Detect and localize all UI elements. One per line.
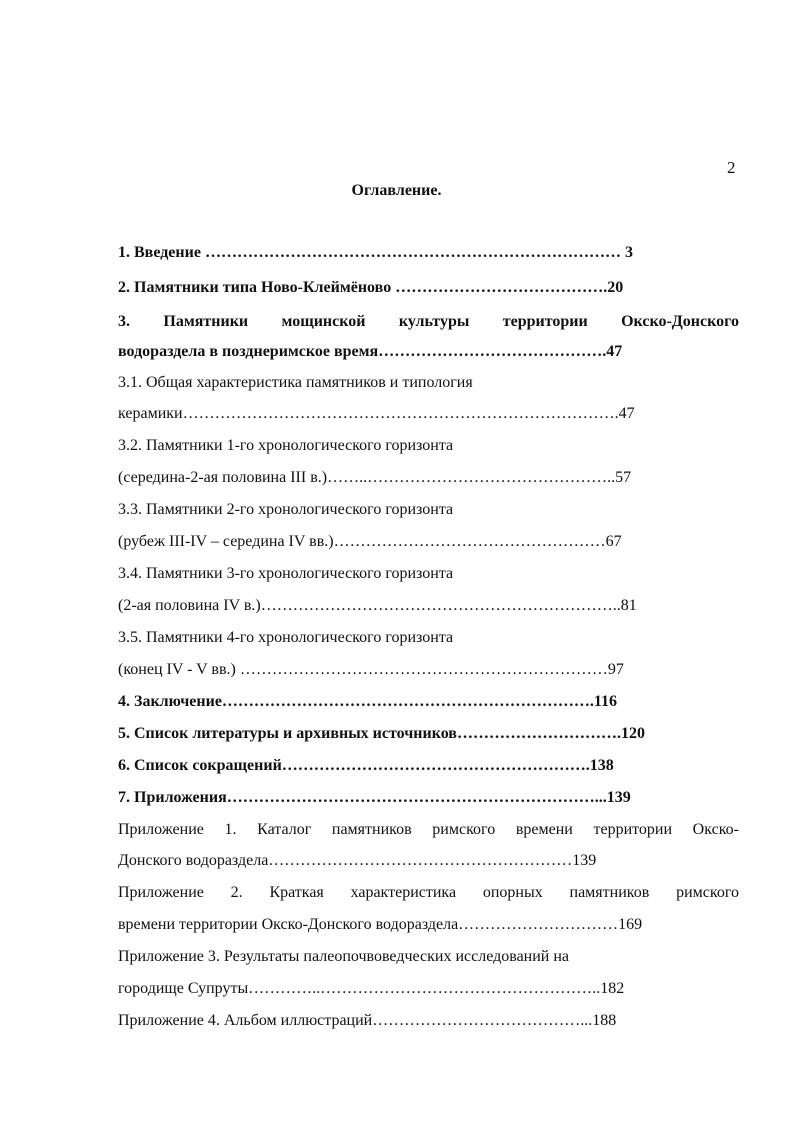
toc-entry-3-4: 3.4. Памятники 3-го хронологического горизонта bbox=[118, 565, 454, 582]
toc-entry-appendix-2: Приложение 2. Краткая характеристика опорных памятников римского bbox=[118, 884, 739, 901]
toc-entry-3-1-cont: керамики……………………………………………………………………….47 bbox=[118, 405, 635, 422]
toc-entry-moshchinsk-culture-cont: водораздела в позднеримское время…………………………………….47 bbox=[118, 343, 623, 360]
toc-entry-conclusion: 4. Заключение…………………………………………………………….116 bbox=[118, 693, 618, 710]
toc-entry-3-5-cont: (конец IV - V вв.) ……………………………………………………………97 bbox=[118, 661, 624, 678]
toc-entry-bibliography: 5. Список литературы и архивных источников………………………….120 bbox=[118, 725, 645, 742]
toc-entry-appendix-4: Приложение 4. Альбом иллюстраций…………………………………...188 bbox=[118, 1012, 617, 1029]
page-title: Оглавление. bbox=[351, 182, 442, 199]
toc-entry-appendix-1: Приложение 1. Каталог памятников римского времени территории Окско- bbox=[118, 821, 739, 838]
toc-entry-3-2-cont: (середина-2-ая половина III в.)……..………………………………………..57 bbox=[118, 469, 632, 486]
toc-entry-abbreviations: 6. Список сокращений………………………………………………….138 bbox=[118, 757, 614, 774]
toc-entry-appendix-3: Приложение 3. Результаты палеопочвоведческих исследований на bbox=[118, 948, 570, 965]
toc-entry-appendix-3-cont: городище Супруты…………..……………………………………………..182 bbox=[118, 980, 625, 997]
toc-entry-3-3: 3.3. Памятники 2-го хронологического горизонта bbox=[118, 501, 454, 518]
toc-entry-3-2: 3.2. Памятники 1-го хронологического горизонта bbox=[118, 437, 454, 454]
toc-entry-moshchinsk-culture: 3. Памятники мощинской культуры территории Окско-Донского bbox=[118, 313, 739, 330]
toc-entry-3-3-cont: (рубеж III-IV – середина IV вв.)……………………………………………67 bbox=[118, 533, 622, 550]
toc-entry-3-4-cont: (2-ая половина IV в.)…………………………………………………………..81 bbox=[118, 597, 637, 614]
toc-entry-introduction: 1. Введение …………………………………………………………………… 3 bbox=[118, 244, 633, 261]
toc-entry-appendix-2-cont: времени территории Окско-Донского водораздела…………………………169 bbox=[118, 916, 643, 933]
toc-entry-novo-kleymenovo: 2. Памятники типа Ново-Клеймёново ………………………………….20 bbox=[118, 279, 624, 296]
toc-entry-3-1: 3.1. Общая характеристика памятников и типология bbox=[118, 374, 473, 391]
toc-entry-appendices: 7. Приложения……………………………………………………………...139 bbox=[118, 789, 631, 806]
toc-entry-appendix-1-cont: Донского водораздела…………………………………………………139 bbox=[118, 852, 597, 869]
page-number: 2 bbox=[727, 158, 736, 177]
toc-entry-3-5: 3.5. Памятники 4-го хронологического горизонта bbox=[118, 629, 454, 646]
